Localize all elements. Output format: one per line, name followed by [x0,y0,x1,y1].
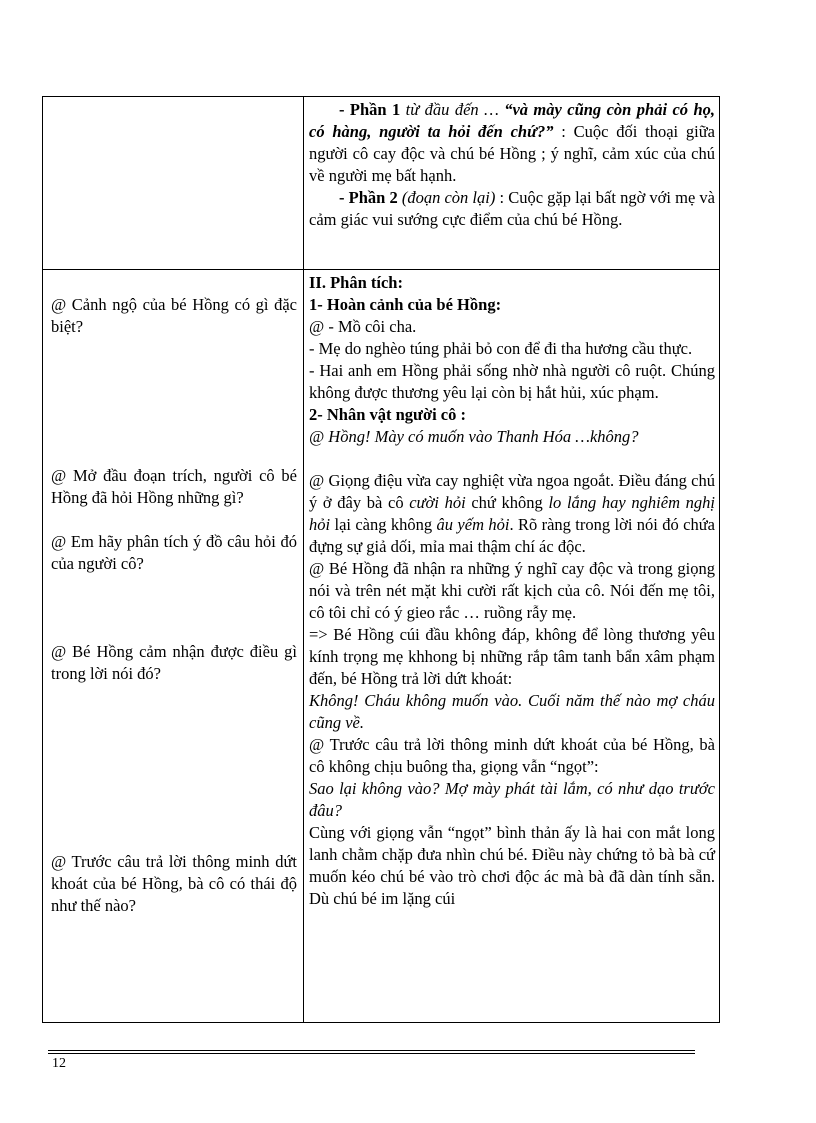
answer-perception: @ Bé Hồng đã nhận ra những ý nghĩ cay độc và trong giọng nói và trên nét mặt khi cười rất kịch của cô. Nói đến mẹ tôi, cô tôi chỉ có ý gieo rắc … ruồng rẫy mẹ. [309,559,715,622]
answer-siblings: - Hai anh em Hồng phải sống nhờ nhà người cô ruột. Chúng không được thương yêu lại còn bị hắt hủi, xúc phạm. [309,361,715,402]
part-2-description: : Cuộc gặp lại bất ngờ với mẹ và cảm giác vui sướng cực điểm của chú bé Hồng. [309,188,715,229]
part-1-label: - Phần 1 [339,100,401,119]
section-heading: II. Phân tích: [309,273,403,292]
part-1-range: từ đầu đến … [400,100,505,119]
part-1-description: : Cuộc đối thoại giữa người cô cay độc và chú bé Hồng ; ý nghĩ, cảm xúc của chú về người mẹ bất hạnh. [309,122,715,185]
row-divider [43,269,719,270]
column-divider [303,97,304,1022]
question-3: @ Em hãy phân tích ý đồ câu hỏi đó của người cô? [51,532,297,573]
part-2-range: (đoạn còn lại) [401,188,496,207]
content-table [42,96,720,1023]
answer-tone: @ Giọng điệu vừa cay nghiệt vừa ngoa ngoắt. Điều đáng chú ý ở đây bà cô cười hỏi chứ không lo lắng hay nghiêm nghị hỏi lại càng không âu yếm hỏi. Rõ ràng trong lời nói đó chứa đựng sự giả dối, mỉa mai thậm chí ác độc. [309,471,715,556]
structure-cell [309,99,715,231]
answer-orphan: @ - Mồ côi cha. [309,317,417,336]
answer-aunt-attitude: @ Trước câu trả lời thông minh dứt khoát của bé Hồng, bà cô không chịu buông tha, giọng vẫn “ngọt”: [309,735,715,776]
question-5: @ Trước câu trả lời thông minh dứt khoát của bé Hồng, bà cô có thái độ như thế nào? [51,852,297,915]
part-2-label: - Phần 2 [339,188,398,207]
question-1: @ Cảnh ngộ của bé Hồng có gì đặc biệt? [51,295,297,336]
footer-rule-double [48,1053,695,1054]
question-4: @ Bé Hồng cảm nhận được điều gì trong lời nói đó? [51,642,297,683]
answer-reaction: => Bé Hồng cúi đầu không đáp, không để lòng thương yêu kính trọng mẹ khhong bị những rắp tâm tanh bẩn xâm phạm đến, bé Hồng trả lời dứt khoát: [309,625,715,688]
analysis-cell [309,272,715,910]
aunt-question-quote: @ Hồng! Mày có muốn vào Thanh Hóa …không? [309,427,639,446]
subsection-heading-1: 1- Hoàn cảnh của bé Hồng: [309,295,502,314]
part-2-paragraph [309,187,715,231]
aunt-reply-quote: Sao lại không vào? Mợ mày phát tài lắm, có như dạo trước đâu? [309,779,715,820]
footer-rule [48,1050,695,1051]
hong-reply-quote: Không! Cháu không muốn vào. Cuối năm thế nào mợ cháu cũng về. [309,691,715,732]
subsection-heading-2: 2- Nhân vật người cô : [309,405,466,424]
page-number: 12 [52,1056,66,1071]
part-1-paragraph [309,99,715,187]
answer-mother: - Mẹ do nghèo túng phải bỏ con để đi tha hương cầu thực. [309,339,693,358]
part-1-quote: “và mày cũng còn phải có họ, có hàng, người ta hỏi đến chứ?” [309,100,715,141]
question-2: @ Mở đầu đoạn trích, người cô bé Hồng đã hỏi Hồng những gì? [51,466,297,507]
answer-eyes: Cùng với giọng vẫn “ngọt” bình thản ấy là hai con mắt long lanh chằm chặp đưa nhìn chú bé. Điều này chứng tỏ bà bà cứ muốn kéo chú bé vào trò chơi độc ác mà bà đã dàn tính sẵn. Dù chú bé im lặng cúi [309,823,715,908]
